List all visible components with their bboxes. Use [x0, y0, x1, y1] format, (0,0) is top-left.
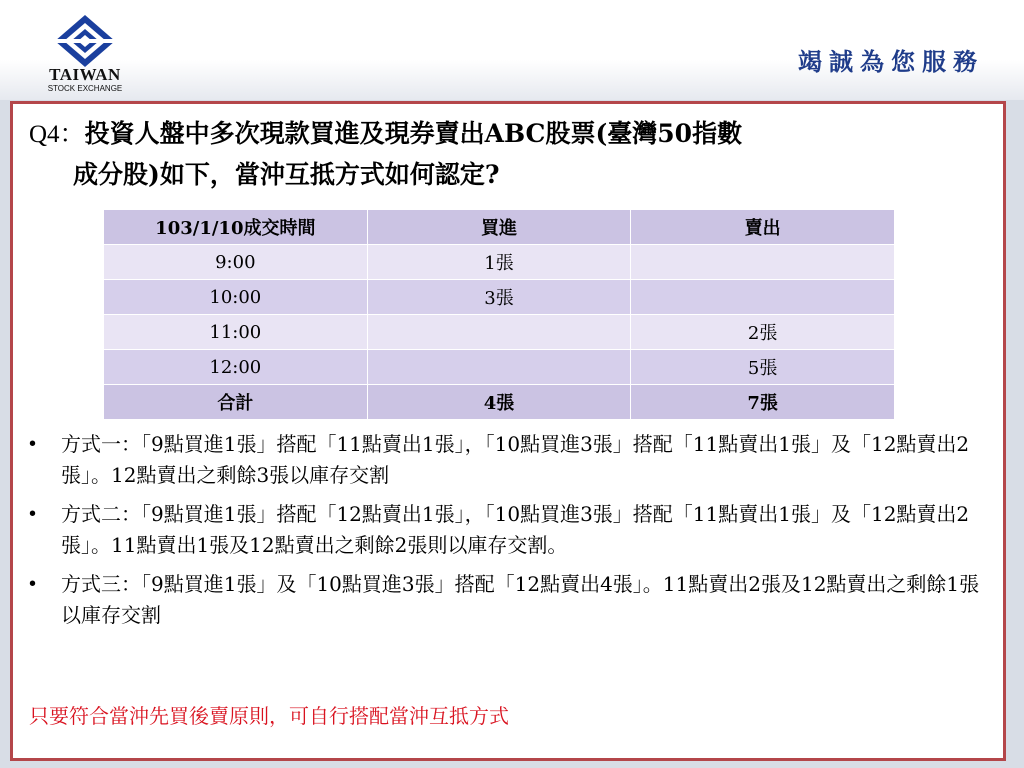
table-row [104, 350, 895, 385]
cell-time: 9:00 [104, 245, 368, 280]
total-label: 合計 [104, 385, 368, 420]
cell-sell [631, 280, 895, 315]
header-buy: 買進 [367, 210, 631, 245]
list-item [29, 569, 989, 631]
bullet-icon: • [29, 503, 37, 525]
slogan: 竭誠為您服務 [798, 47, 984, 76]
cell-time: 12:00 [104, 350, 368, 385]
total-buy: 4張 [367, 385, 631, 420]
logo-name: TAIWAN [49, 65, 121, 84]
cell-buy: 3張 [367, 280, 631, 315]
cell-buy: 1張 [367, 245, 631, 280]
method-list [29, 429, 989, 639]
header-sell: 賣出 [631, 210, 895, 245]
cell-sell: 2張 [631, 315, 895, 350]
table-total-row [104, 385, 895, 420]
trade-table [103, 209, 895, 420]
table-header-row [104, 210, 895, 245]
question-number: Q4： [29, 121, 85, 148]
question-block [29, 114, 979, 195]
question-text-line1: 投資人盤中多次現款買進及現券賣出ABC股票(臺灣50指數 [84, 119, 743, 148]
list-item [29, 429, 989, 491]
highlight-note: 只要符合當沖先買後賣原則，可自行搭配當沖互抵方式 [29, 704, 509, 728]
table-row [104, 245, 895, 280]
method-text: 方式三：「9點買進1張」及「10點買進3張」搭配「12點賣出4張」。11點賣出2張及12點賣出之剩餘1張以庫存交割 [61, 572, 980, 627]
header-bar [0, 0, 1024, 100]
question-text-line2: 成分股)如下，當沖互抵方式如何認定? [73, 160, 500, 189]
table-row [104, 280, 895, 315]
list-item [29, 499, 989, 561]
cell-buy [367, 350, 631, 385]
bullet-icon: • [29, 433, 37, 455]
method-text: 方式一：「9點買進1張」搭配「11點賣出1張」，「10點買進3張」搭配「11點賣出1張」及「12點賣出2張」。12點賣出之剩餘3張以庫存交割 [61, 432, 970, 487]
total-sell: 7張 [631, 385, 895, 420]
cell-sell: 5張 [631, 350, 895, 385]
table-row [104, 315, 895, 350]
method-text: 方式二：「9點買進1張」搭配「12點賣出1張」，「10點買進3張」搭配「11點賣出1張」及「12點賣出2張」。11點賣出1張及12點賣出之剩餘2張則以庫存交割。 [61, 502, 970, 557]
header-time: 103/1/10成交時間 [104, 210, 368, 245]
content-frame [10, 101, 1006, 761]
cell-time: 11:00 [104, 315, 368, 350]
cell-sell [631, 245, 895, 280]
cell-buy [367, 315, 631, 350]
logo-subtitle: STOCK EXCHANGE [47, 84, 123, 93]
bullet-icon: • [29, 573, 37, 595]
cell-time: 10:00 [104, 280, 368, 315]
